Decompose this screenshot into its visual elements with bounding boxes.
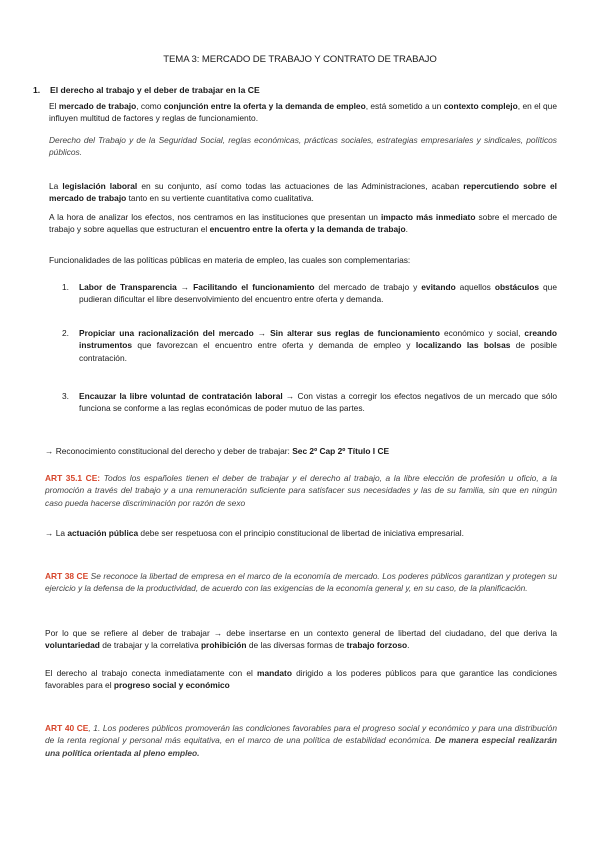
article-label: ART 38 CE — [45, 571, 89, 581]
paragraph-factors: Derecho del Trabajo y de la Seguridad Social, reglas económicas, prácticas sociales, estrategias empresariales y sindicales, políticos públicos. — [49, 135, 557, 158]
paragraph-funcionalidades: Funcionalidades de las políticas públicas en materia de empleo, las cuales son complementarias: — [49, 255, 411, 265]
paragraph-reconocimiento: → Reconocimiento constitucional del derecho y deber de trabajar: Sec 2º Cap 2º Título I CE — [45, 446, 390, 456]
section-heading — [33, 84, 260, 96]
page-title: TEMA 3: MERCADO DE TRABAJO Y CONTRATO DE TRABAJO — [163, 54, 437, 65]
list-item: 2. Propiciar una racionalización del mercado → Sin alterar sus reglas de funcionamiento económico y social, creando instrumentos que favorezcan el encuentro entre oferta y demanda de empleo y localizando las bolsas de posible contratación. — [62, 328, 557, 363]
article-40-quote: ART 40 CE, 1. Los poderes públicos promoverán las condiciones favorables para el progreso social y económico y para una distribución de la renta regional y personal más equitativa, en el marco de una política de estabilidad económica. De manera especial realizarán una política orientada al pleno empleo. — [45, 723, 557, 758]
list-item: 1. Labor de Transparencia → Facilitando el funcionamiento del mercado de trabajo y evitando aquellos obstáculos que pudieran dificultar el libre desenvolvimiento del encuentro entre oferta y demanda. — [62, 282, 557, 305]
paragraph-derecho: El derecho al trabajo conecta inmediatamente con el mandato dirigido a los poderes públicos para que garantice las condiciones favorables para el progreso social y económico — [45, 668, 557, 691]
paragraph-actuacion: → La actuación pública debe ser respetuosa con el principio constitucional de libertad de iniciativa empresarial. — [45, 528, 464, 538]
section-heading-text: El derecho al trabajo y el deber de trabajar en la CE — [50, 85, 260, 95]
article-label: ART 40 CE — [45, 723, 89, 733]
list-item: 3. Encauzar la libre voluntad de contratación laboral → Con vistas a corregir los efectos negativos de un mercado que sólo funciona se conforme a las reglas económicas de poder mutuo de las partes. — [62, 391, 557, 414]
article-35-quote: ART 35.1 CE: Todos los españoles tienen el deber de trabajar y el derecho al trabajo, a la libre elección de profesión u oficio, a la promoción a través del trabajo y a una remuneración suficiente para satisfacer sus necesidades y las de su familia, sin que en ningún caso pueda hacerse discriminación por razón de sexo — [45, 473, 558, 508]
article-38-quote: ART 38 CE Se reconoce la libertad de empresa en el marco de la economía de mercado. Los poderes públicos garantizan y protegen su ejercicio y la defensa de la productividad, de acuerdo con las exigencias de la economía general y, en su caso, de la planificación. — [45, 571, 557, 594]
paragraph-mercado: El mercado de trabajo, como conjunción entre la oferta y la demanda de empleo, está sometido a un contexto complejo, en el que influyen multitud de factores y reglas de funcionamiento. — [49, 101, 557, 124]
article-label: ART 35.1 CE: — [45, 473, 101, 483]
section-number: 1. — [33, 85, 41, 95]
paragraph-legislacion: La legislación laboral en su conjunto, así como todas las actuaciones de las Administraciones, acaban repercutiendo sobre el mercado de trabajo tanto en su vertiente cuantitativa como cualitativa. — [49, 181, 557, 204]
paragraph-analisis: A la hora de analizar los efectos, nos centramos en las instituciones que presentan un impacto más inmediato sobre el mercado de trabajo y sobre aquellas que estructuran el encuentro entre la oferta y la demanda de trabajo. — [49, 212, 557, 235]
paragraph-deber: Por lo que se refiere al deber de trabajar → debe insertarse en un contexto general de libertad del ciudadano, del que deriva la voluntariedad de trabajar y la correlativa prohibición de las diversas formas de trabajo forzoso. — [45, 628, 557, 651]
